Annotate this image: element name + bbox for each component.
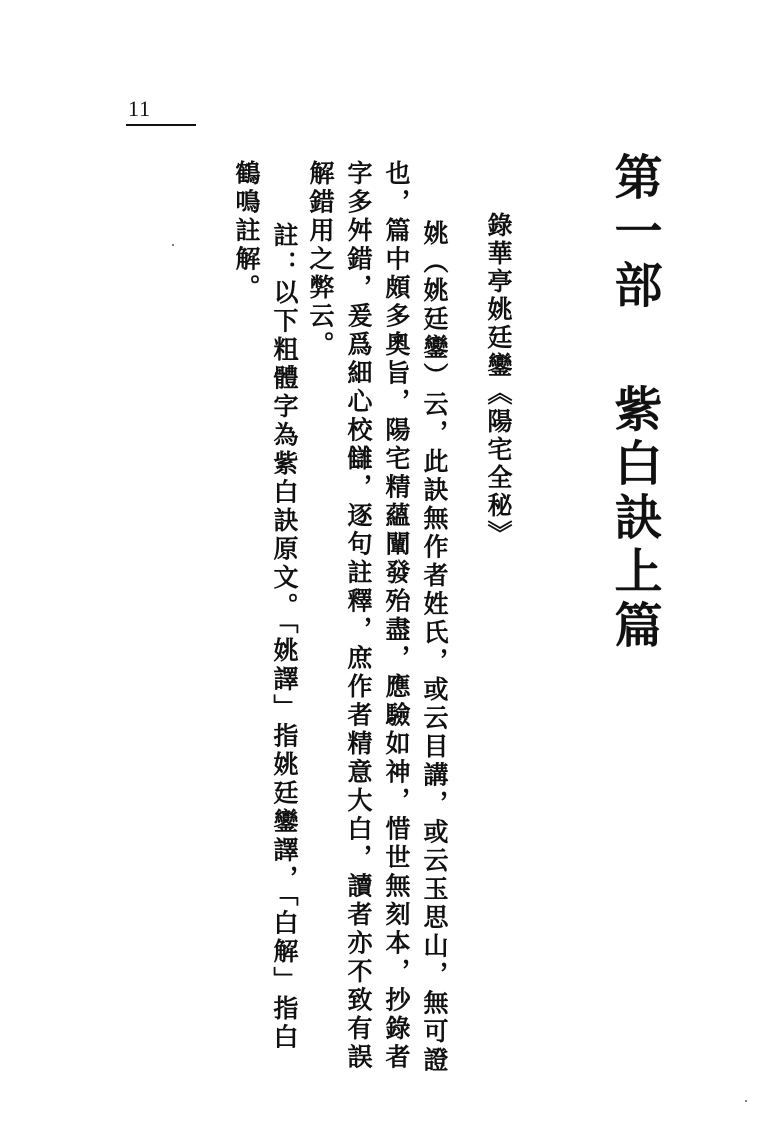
body-line-4: 解錯用之弊云。 bbox=[306, 160, 335, 360]
note-line-2: 鶴鳴註解。 bbox=[232, 160, 261, 303]
scan-speck bbox=[172, 244, 174, 246]
chapter-heading bbox=[600, 152, 669, 654]
body-line-3: 字多舛錯，爰爲細心校讎，逐句註釋，庶作者精意大白，讀者亦不致有誤 bbox=[344, 160, 373, 1072]
body-line-1: 姚（姚廷鑾）云，此訣無作者姓氏，或云目講，或云玉思山，無可證 bbox=[420, 220, 449, 1075]
source-subtitle: 錄華亭姚廷鑾《陽宅全秘》 bbox=[484, 212, 513, 548]
body-line-2: 也，篇中頗多奧旨，陽宅精蘊闡發殆盡，應驗如神，惜世無刻本，抄錄者 bbox=[382, 160, 411, 1072]
note-line-1: 註：以下粗體字為紫白訣原文。「姚譯」指姚廷鑾譯，「白解」指白 bbox=[270, 222, 299, 1052]
chapter-title: 紫白訣上篇 bbox=[606, 384, 662, 654]
page-number-rule bbox=[126, 124, 196, 126]
scan-speck bbox=[745, 1100, 747, 1102]
chapter-part: 第一部 bbox=[606, 152, 662, 314]
page-number: 11 bbox=[128, 96, 152, 121]
